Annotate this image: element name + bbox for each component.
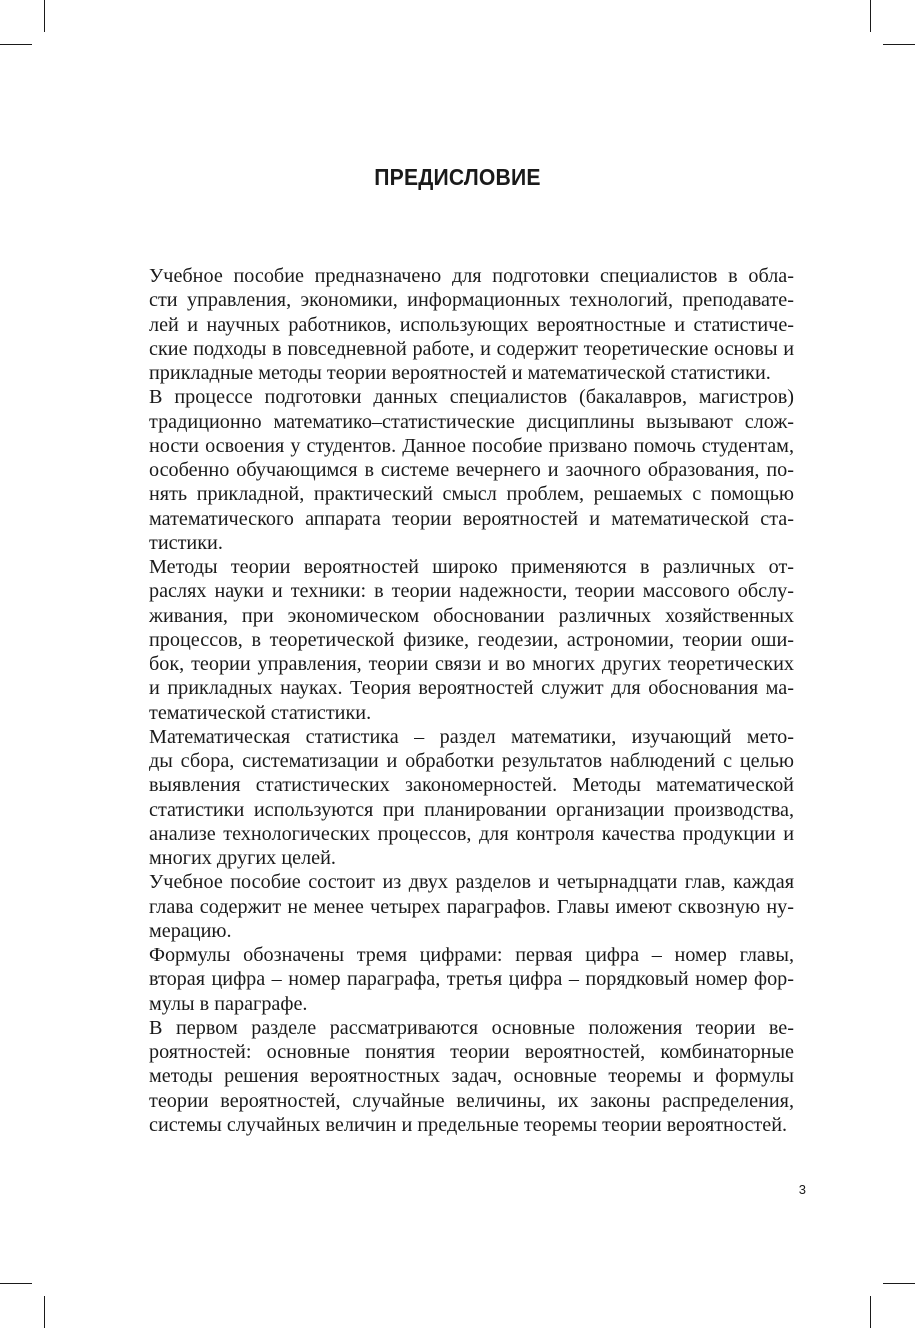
text-line: вторая цифра – номер параграфа, третья цифра – порядковый номер фор-	[149, 968, 794, 991]
text-line: тистики.	[149, 531, 223, 554]
text-line: раслях науки и техники: в теории надежности, теории массового обслу-	[149, 580, 794, 603]
text-line: процессов, в теоретической физике, геодезии, астрономии, теории оши-	[149, 628, 794, 651]
text-line: сти управления, экономики, информационных технологий, преподавате-	[149, 289, 794, 312]
crop-mark-top-right-horizontal	[883, 44, 915, 45]
text-line: мулы в параграфе.	[149, 992, 308, 1015]
text-line: Учебное пособие состоит из двух разделов и четырнадцати глав, каждая	[149, 871, 794, 894]
preface-body	[149, 264, 794, 1137]
text-line: Формулы обозначены тремя цифрами: первая цифра – номер главы,	[149, 944, 794, 966]
text-line: прикладные методы теории вероятностей и математической статистики.	[149, 362, 771, 384]
text-line: системы случайных величин и предельные теоремы теории вероятностей.	[149, 1113, 788, 1136]
crop-mark-bottom-right-horizontal	[883, 1283, 915, 1284]
text-line: статистики используются при планировании организации производства,	[149, 798, 794, 821]
text-line: Учебное пособие предназначено для подготовки специалистов в обла-	[149, 265, 794, 287]
crop-mark-top-left-horizontal	[0, 44, 32, 45]
text-line: тематической статистики.	[149, 701, 372, 724]
text-line: мерацию.	[149, 919, 232, 942]
text-line: В первом разделе рассматриваются основные положения теории ве-	[149, 1016, 794, 1039]
text-line: Методы теории вероятностей широко применяются в различных от-	[149, 556, 794, 578]
crop-mark-top-left-vertical	[44, 0, 45, 32]
paragraph	[149, 264, 794, 385]
text-line: глава содержит не менее четырех параграфов. Главы имеют сквозную ну-	[149, 895, 794, 918]
text-line: методы решения вероятностных задач, основные теоремы и формулы	[149, 1065, 794, 1088]
text-line: живания, при экономическом обосновании различных хозяйственных	[149, 604, 794, 627]
text-line: роятностей: основные понятия теории вероятностей, комбинаторные	[149, 1041, 794, 1063]
crop-mark-bottom-right-vertical	[870, 1296, 871, 1328]
text-line: выявления статистических закономерностей. Методы математической	[149, 774, 794, 797]
page-title: ПРЕДИСЛОВИЕ	[374, 164, 541, 190]
text-line: ские подходы в повседневной работе, и содержит теоретические основы и	[149, 337, 794, 360]
crop-mark-top-right-vertical	[870, 0, 871, 32]
crop-mark-bottom-left-vertical	[44, 1296, 45, 1328]
text-line: В процессе подготовки данных специалистов (бакалавров, магистров)	[149, 386, 794, 409]
text-line: ности освоения у студентов. Данное пособие призвано помочь студентам,	[149, 434, 794, 457]
text-line: ды сбора, систематизации и обработки результатов наблюдений с целью	[149, 750, 794, 772]
text-line: лей и научных работников, использующих вероятностные и статистиче-	[149, 313, 794, 336]
text-line: бок, теории управления, теории связи и во многих других теоретических	[149, 653, 794, 675]
text-line: нять прикладной, практический смысл проблем, решаемых с помощью	[149, 483, 794, 506]
text-line: теории вероятностей, случайные величины, их законы распределения,	[149, 1089, 794, 1112]
text-line: и прикладных науках. Теория вероятностей служит для обоснования ма-	[149, 677, 794, 700]
paragraph	[149, 1016, 794, 1137]
crop-mark-bottom-left-horizontal	[0, 1283, 32, 1284]
text-line: особенно обучающимся в системе вечернего и заочного образования, по-	[149, 459, 794, 481]
paragraph	[149, 385, 794, 555]
text-line: многих других целей.	[149, 847, 336, 869]
paragraph	[149, 870, 794, 943]
text-line: анализе технологических процессов, для контроля качества продукции и	[149, 822, 794, 845]
text-line: традиционно математико–статистические дисциплины вызывают слож-	[149, 410, 794, 433]
page-number: 3	[798, 1182, 806, 1197]
text-line: Математическая статистика – раздел математики, изучающий мето-	[149, 725, 794, 748]
paragraph	[149, 943, 794, 1016]
text-line: математического аппарата теории вероятностей и математической ста-	[149, 507, 794, 530]
paragraph	[149, 725, 794, 871]
paragraph	[149, 555, 794, 725]
